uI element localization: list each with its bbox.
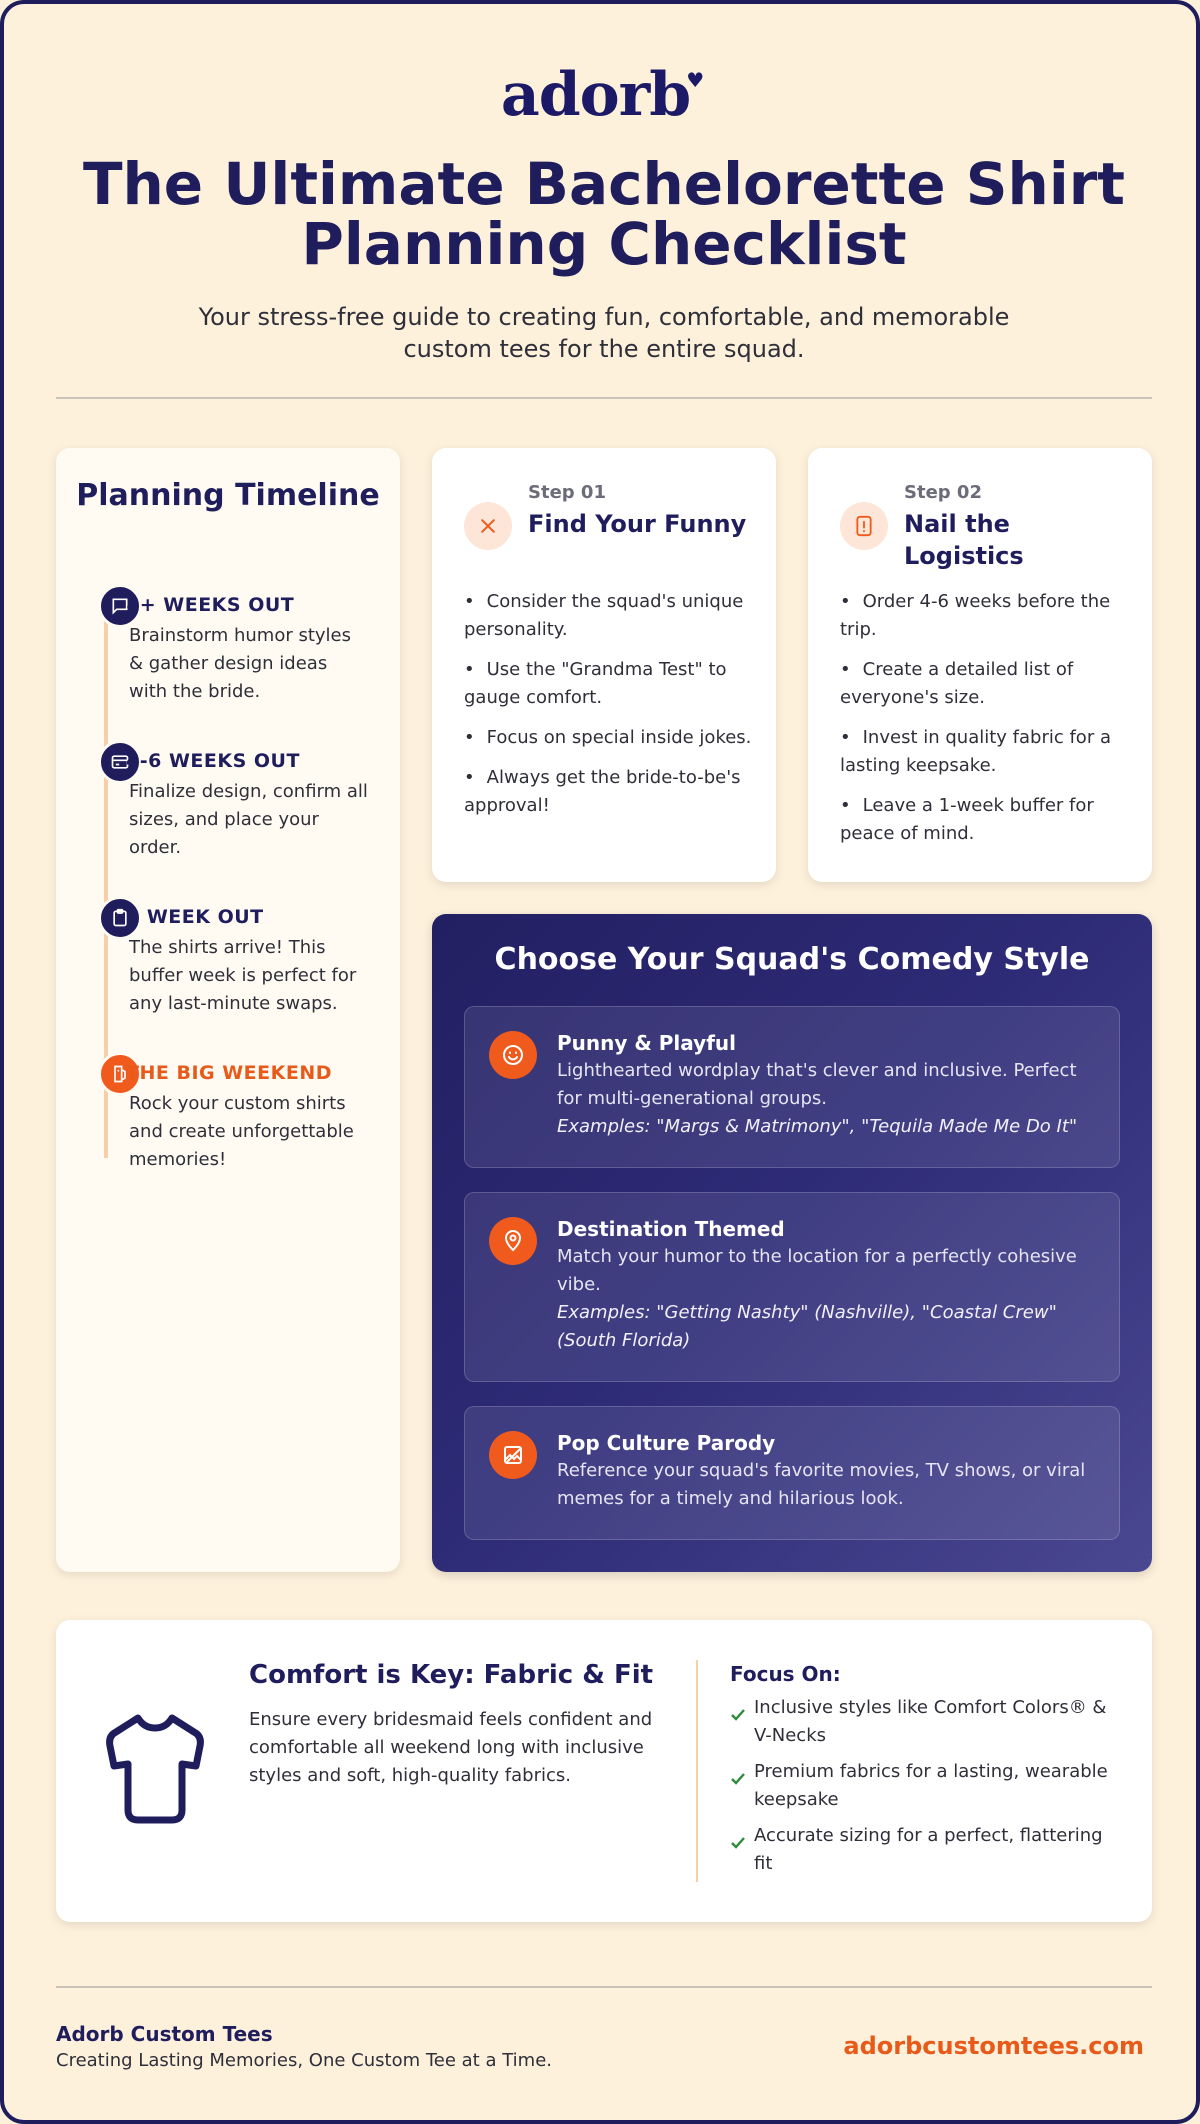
style-desc-text: Match your humor to the location for a perfectly cohesive vibe. xyxy=(557,1246,1077,1295)
style-description xyxy=(557,1243,1097,1355)
list-item: • Create a detailed list of everyone's size. xyxy=(840,656,1130,712)
focus-list xyxy=(730,1694,1120,1886)
step-list xyxy=(840,588,1130,860)
step-card-find-your-funny xyxy=(432,448,776,882)
check-icon xyxy=(730,1772,746,1786)
style-name: Destination Themed xyxy=(557,1217,785,1241)
style-name: Punny & Playful xyxy=(557,1031,737,1055)
timeline-heading: THE BIG WEEKEND xyxy=(126,1062,333,1084)
step-number: Step 01 xyxy=(528,482,606,503)
comfort-title: Comfort is Key: Fabric & Fit xyxy=(249,1660,654,1690)
comfort-card xyxy=(56,1620,1152,1922)
step-list xyxy=(464,588,754,832)
focus-text: Premium fabrics for a lasting, wearable keepsake xyxy=(754,1761,1108,1810)
map-pin-icon xyxy=(489,1217,537,1265)
list-item: • Consider the squad's unique personality. xyxy=(464,588,754,644)
page-subtitle: Your stress-free guide to creating fun, comfortable, and memorable custom tees for the entire squad. xyxy=(198,303,1010,363)
list-item: • Focus on special inside jokes. xyxy=(464,724,754,752)
list-item: • Use the "Grandma Test" to gauge comfort. xyxy=(464,656,754,712)
style-name: Pop Culture Parody xyxy=(557,1431,776,1455)
style-example: Examples: "Getting Nashty" (Nashville), "Coastal Crew" (South Florida) xyxy=(557,1302,1057,1351)
close-icon xyxy=(464,502,512,550)
style-desc-text: Reference your squad's favorite movies, TV shows, or viral memes for a timely and hilarious look. xyxy=(557,1460,1086,1509)
check-icon xyxy=(730,1836,746,1850)
style-example: Examples: "Margs & Matrimony", "Tequila Made Me Do It" xyxy=(557,1116,1078,1137)
smile-icon xyxy=(489,1031,537,1079)
focus-text: Inclusive styles like Comfort Colors® & V-Necks xyxy=(754,1697,1107,1746)
list-item xyxy=(730,1758,1120,1814)
divider xyxy=(56,1986,1152,1988)
list-item xyxy=(730,1822,1120,1878)
footer-website-link[interactable]: adorbcustomtees.com xyxy=(843,2032,1144,2060)
timeline-text: Rock your custom shirts and create unforgettable memories! xyxy=(129,1093,354,1170)
heart-icon: ♥ xyxy=(686,68,704,92)
step-title: Find Your Funny xyxy=(528,510,747,538)
list-item: • Invest in quality fabric for a lasting keepsake. xyxy=(840,724,1130,780)
footer-tagline: Creating Lasting Memories, One Custom Tee at a Time. xyxy=(56,2050,552,2071)
timeline-heading: 8+ WEEKS OUT xyxy=(126,594,295,616)
style-card-destination xyxy=(464,1192,1120,1382)
focus-text: Accurate sizing for a perfect, flattering fit xyxy=(754,1825,1103,1874)
timeline-card xyxy=(56,448,400,1572)
timeline-text: Finalize design, confirm all sizes, and place your order. xyxy=(129,781,368,858)
focus-title: Focus On: xyxy=(730,1662,841,1686)
comedy-style-panel xyxy=(432,914,1152,1572)
brand-logo[interactable] xyxy=(4,60,1200,130)
page-title: The Ultimate Bachelorette Shirt Planning Checklist xyxy=(82,150,1126,278)
comfort-text: Ensure every bridesmaid feels confident and comfortable all weekend long with inclusive styles and soft, high-quality fabrics. xyxy=(249,1709,653,1786)
timeline-heading: 4-6 WEEKS OUT xyxy=(126,750,300,772)
step-title: Nail the Logistics xyxy=(904,510,1024,570)
logo-text: adorb xyxy=(500,60,691,130)
style-desc-text: Lighthearted wordplay that's clever and inclusive. Perfect for multi-generational groups. xyxy=(557,1060,1077,1109)
timeline-text: The shirts arrive! This buffer week is perfect for any last-minute swaps. xyxy=(129,937,357,1014)
shirt-icon xyxy=(100,1710,210,1834)
timeline-heading: 1 WEEK OUT xyxy=(126,906,264,928)
style-card-pop-culture xyxy=(464,1406,1120,1540)
timeline-text: Brainstorm humor styles & gather design ideas with the bride. xyxy=(129,625,352,702)
list-item: • Always get the bride-to-be's approval! xyxy=(464,764,754,820)
style-description xyxy=(557,1457,1097,1513)
image-icon xyxy=(489,1431,537,1479)
list-item xyxy=(730,1694,1120,1750)
check-icon xyxy=(730,1708,746,1722)
step-card-nail-the-logistics xyxy=(808,448,1152,882)
divider xyxy=(56,397,1152,399)
style-description xyxy=(557,1057,1097,1141)
alert-icon xyxy=(840,502,888,550)
vertical-divider xyxy=(696,1660,698,1882)
list-item: • Leave a 1-week buffer for peace of mind. xyxy=(840,792,1130,848)
style-card-punny xyxy=(464,1006,1120,1168)
list-item: • Order 4-6 weeks before the trip. xyxy=(840,588,1130,644)
footer-brand: Adorb Custom Tees xyxy=(56,2022,273,2046)
step-number: Step 02 xyxy=(904,482,982,503)
comedy-title: Choose Your Squad's Comedy Style xyxy=(494,942,1090,977)
timeline-title: Planning Timeline xyxy=(76,478,380,513)
